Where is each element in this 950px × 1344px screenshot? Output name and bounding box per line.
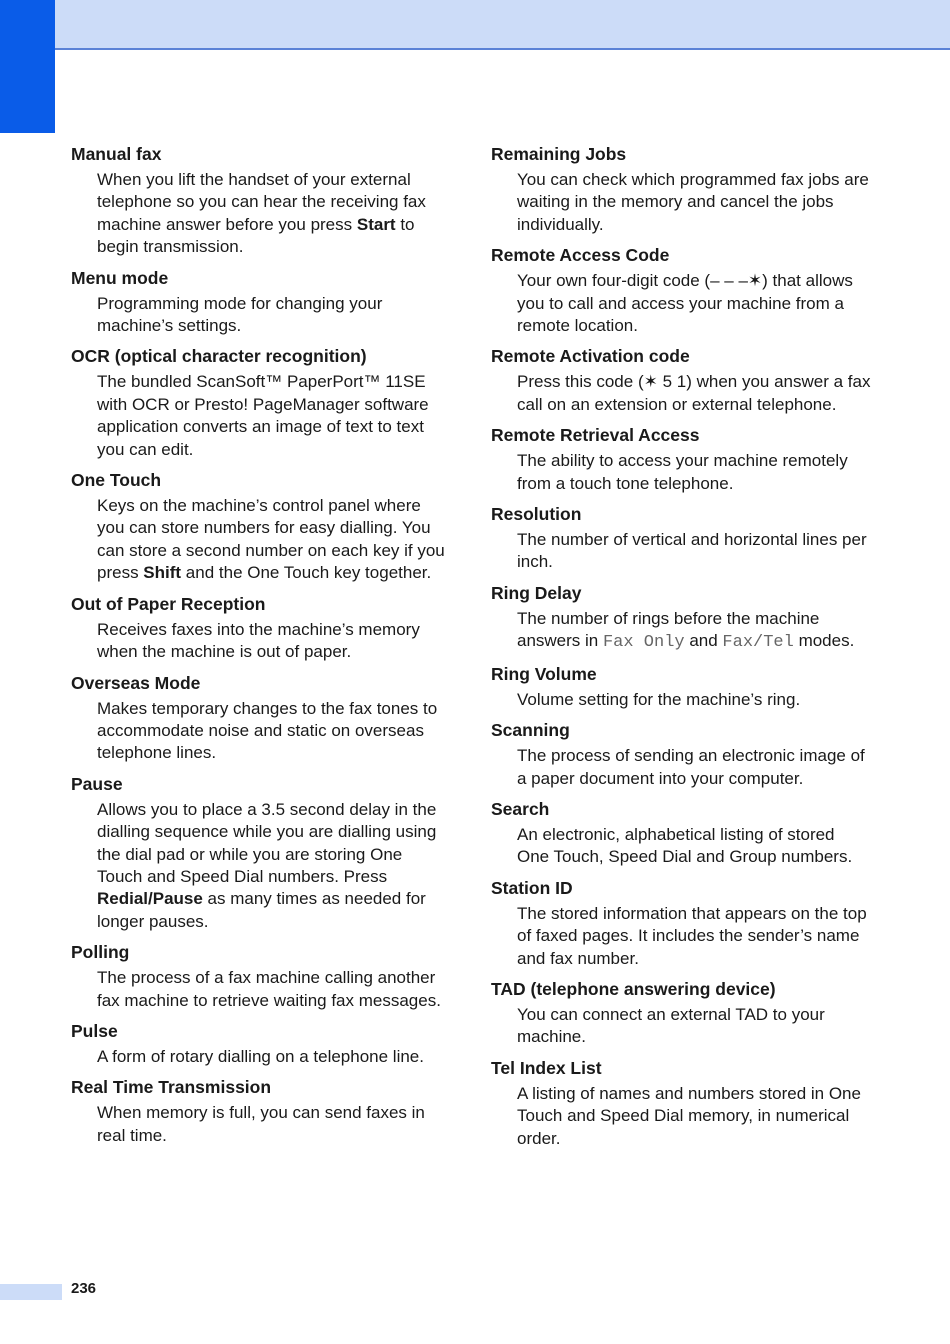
glossary-term: TAD (telephone answering device) bbox=[491, 978, 776, 999]
footer-bar bbox=[0, 1284, 62, 1300]
glossary-term: Tel Index List bbox=[491, 1057, 602, 1078]
glossary-definition bbox=[517, 1083, 871, 1150]
glossary-definition bbox=[517, 1004, 871, 1049]
glossary-term: Ring Volume bbox=[491, 663, 597, 684]
definition-text: You can connect an external TAD to your machine. bbox=[517, 1004, 825, 1047]
glossary-definition bbox=[517, 745, 871, 790]
glossary-definition bbox=[517, 169, 871, 236]
glossary-entry bbox=[491, 503, 871, 574]
definition-text: The process of sending an electronic image of a paper document into your computer. bbox=[517, 746, 865, 788]
glossary-term: Remote Retrieval Access bbox=[491, 425, 700, 446]
glossary-definition bbox=[517, 450, 871, 495]
glossary-term: Menu mode bbox=[71, 267, 169, 288]
glossary-term: Ring Delay bbox=[491, 582, 582, 603]
definition-text: modes. bbox=[793, 631, 855, 651]
page-number: 236 bbox=[71, 1280, 97, 1297]
glossary-term: One Touch bbox=[71, 470, 162, 491]
glossary-definition bbox=[97, 619, 451, 664]
glossary-definition bbox=[97, 293, 451, 338]
glossary-definition bbox=[517, 608, 871, 655]
glossary-definition bbox=[97, 1102, 451, 1147]
glossary-term: Real Time Transmission bbox=[71, 1077, 272, 1098]
definition-text: Programming mode for changing your machine’s settings. bbox=[97, 293, 383, 336]
definition-text: A listing of names and numbers stored in One Touch and Speed Dial memory, in numerical order. bbox=[517, 1083, 861, 1148]
glossary-definition bbox=[517, 689, 871, 711]
glossary-term: Remaining Jobs bbox=[491, 144, 627, 164]
definition-text: The number of rings before the machine answers in bbox=[517, 608, 820, 651]
glossary-definition bbox=[517, 903, 871, 970]
glossary-term: Search bbox=[491, 798, 550, 819]
definition-text: The stored information that appears on the top of faxed pages. It includes the sender’s name and fax number. bbox=[517, 903, 867, 968]
glossary-entry bbox=[491, 345, 871, 416]
definition-text: Volume setting for the machine’s ring. bbox=[517, 689, 801, 709]
glossary-entry bbox=[491, 798, 871, 869]
definition-text: as many times as needed for longer pauses. bbox=[97, 889, 426, 931]
glossary-entry bbox=[491, 877, 871, 970]
mode-name: Fax/Tel bbox=[722, 633, 794, 653]
glossary-definition bbox=[97, 967, 451, 1012]
glossary-term: Out of Paper Reception bbox=[71, 593, 266, 614]
glossary-entry bbox=[71, 672, 451, 765]
glossary-term: Overseas Mode bbox=[71, 672, 201, 693]
glossary-column-right bbox=[491, 143, 871, 1158]
definition-text: When you lift the handset of your external telephone so you can hear the receiving fax machine answer before you press bbox=[97, 170, 426, 234]
glossary-definition bbox=[517, 529, 871, 574]
glossary-definition bbox=[97, 371, 451, 461]
glossary-entry bbox=[71, 345, 451, 461]
glossary-entry bbox=[71, 1020, 451, 1068]
key-name: Shift bbox=[143, 563, 182, 583]
key-name: Start bbox=[356, 214, 396, 234]
definition-text: and the One Touch key together. bbox=[181, 563, 432, 583]
glossary-definition bbox=[97, 1046, 451, 1068]
chapter-tab bbox=[0, 0, 55, 133]
definition-text: Allows you to place a 3.5 second delay in the dialling sequence while you are dialling using the dial pad or while you are storing One Touch and Speed Dial numbers. Press bbox=[97, 799, 437, 886]
glossary-entry bbox=[491, 424, 871, 495]
glossary-term: OCR (optical character recognition) bbox=[71, 346, 367, 367]
definition-text: Press this code (✶ 5 1) when you answer a fax call on an extension or external telephone. bbox=[517, 372, 871, 414]
definition-text: You can check which programmed fax jobs are waiting in the memory and cancel the jobs individually. bbox=[517, 170, 869, 234]
definition-text: The bundled ScanSoft™ PaperPort™ 11SE with OCR or Presto! PageManager software application converts an image of text to text you can edit. bbox=[97, 372, 429, 459]
glossary-term: Remote Access Code bbox=[491, 245, 670, 266]
glossary-entry bbox=[71, 941, 451, 1012]
glossary-definition bbox=[517, 270, 871, 337]
glossary-entry bbox=[71, 267, 451, 338]
glossary-term: Pulse bbox=[71, 1020, 118, 1041]
definition-text: and bbox=[684, 631, 723, 651]
glossary-definition bbox=[97, 799, 451, 933]
definition-text: Makes temporary changes to the fax tones to accommodate noise and static on overseas telephone lines. bbox=[97, 698, 438, 763]
definition-text: Keys on the machine’s control panel where you can store numbers for easy dialling. You can store a second number on each key if you press bbox=[97, 496, 445, 583]
glossary-definition bbox=[517, 824, 871, 869]
glossary-entry bbox=[491, 663, 871, 711]
glossary-entry bbox=[71, 469, 451, 585]
definition-text: The process of a fax machine calling another fax machine to retrieve waiting fax messages. bbox=[97, 968, 441, 1010]
glossary-entry bbox=[491, 244, 871, 337]
definition-text: When memory is full, you can send faxes in real time. bbox=[97, 1103, 425, 1145]
glossary-entry bbox=[491, 719, 871, 790]
glossary-definition bbox=[517, 371, 871, 416]
definition-text: A form of rotary dialling on a telephone line. bbox=[97, 1046, 424, 1066]
glossary-term: Polling bbox=[71, 942, 130, 963]
glossary-term: Station ID bbox=[491, 877, 573, 898]
key-name: Redial/Pause bbox=[97, 889, 203, 909]
mode-name: Fax Only bbox=[602, 633, 685, 653]
glossary-entry bbox=[491, 1057, 871, 1150]
glossary-entry bbox=[71, 593, 451, 664]
definition-text: The ability to access your machine remotely from a touch tone telephone. bbox=[517, 451, 848, 493]
glossary-term: Manual fax bbox=[71, 144, 162, 164]
definition-text: to begin transmission. bbox=[97, 214, 415, 257]
glossary-entry bbox=[491, 143, 871, 236]
definition-text: The number of vertical and horizontal lines per inch. bbox=[517, 530, 867, 572]
glossary-definition bbox=[97, 169, 451, 259]
glossary-term: Remote Activation code bbox=[491, 346, 690, 367]
glossary-entry bbox=[491, 978, 871, 1049]
glossary-entry bbox=[71, 1076, 451, 1147]
glossary-term: Scanning bbox=[491, 720, 570, 741]
glossary-term: Resolution bbox=[491, 504, 582, 525]
glossary-definition bbox=[97, 698, 451, 765]
glossary-entry bbox=[491, 582, 871, 655]
definition-text: An electronic, alphabetical listing of stored One Touch, Speed Dial and Group numbers. bbox=[517, 824, 853, 867]
glossary-entry bbox=[71, 773, 451, 933]
definition-text: Receives faxes into the machine’s memory when the machine is out of paper. bbox=[97, 619, 420, 662]
glossary-column-left bbox=[71, 143, 451, 1155]
definition-text: Your own four-digit code (– – –✶) that allows you to call and access your machine from a remote location. bbox=[517, 271, 853, 336]
header-band bbox=[0, 0, 950, 50]
glossary-definition bbox=[97, 495, 451, 585]
glossary-term: Pause bbox=[71, 773, 123, 794]
glossary-entry bbox=[71, 143, 451, 259]
